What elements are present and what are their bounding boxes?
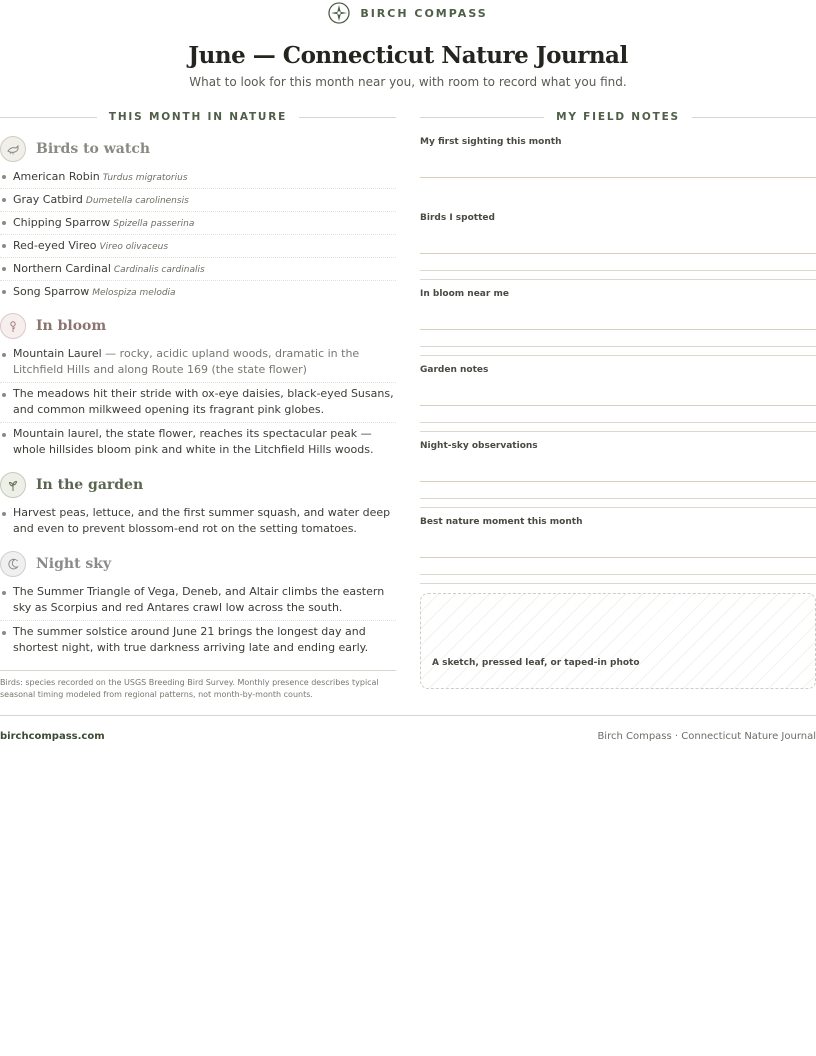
list-item bbox=[0, 212, 396, 235]
flower-icon bbox=[0, 313, 26, 339]
list-item: Harvest peas, lettuce, and the first summer squash, and water deep and even to prevent blossom-end rot on the setting tomatoes. bbox=[0, 502, 396, 541]
brand-name: BIRCH COMPASS bbox=[360, 6, 488, 20]
page-title: June — Connecticut Nature Journal bbox=[188, 42, 628, 69]
bird-common-name: Chipping Sparrow bbox=[13, 216, 111, 229]
in-bloom-field[interactable] bbox=[420, 289, 816, 353]
footer-site-link[interactable]: birchcompass.com bbox=[0, 731, 105, 742]
night-sky-field[interactable] bbox=[420, 441, 816, 505]
list-item: The meadows hit their stride with ox-eye daisies, black-eyed Susans, and common milkweed opening its fragrant pink globes. bbox=[0, 383, 396, 423]
field-label: Garden notes bbox=[420, 365, 489, 375]
field-notes-column bbox=[420, 108, 816, 689]
footer-divider bbox=[0, 715, 816, 716]
category-header bbox=[0, 551, 396, 577]
writing-lines[interactable] bbox=[420, 455, 816, 505]
category-title: In bloom bbox=[36, 318, 107, 334]
bird-common-name: Northern Cardinal bbox=[13, 262, 111, 275]
bloom-list bbox=[0, 343, 396, 462]
night-sky-section bbox=[0, 551, 396, 660]
best-moment-field[interactable] bbox=[420, 517, 816, 581]
category-header bbox=[0, 313, 396, 339]
divider bbox=[0, 117, 97, 118]
sketch-box[interactable] bbox=[420, 593, 816, 689]
garden-section bbox=[0, 472, 396, 541]
writing-lines[interactable] bbox=[420, 379, 816, 429]
sprout-icon bbox=[0, 472, 26, 498]
footnote: Birds: species recorded on the USGS Breeding Bird Survey. Monthly presence describes typical seasonal timing modeled from regional patterns, not month-by-month counts. bbox=[0, 670, 396, 701]
moon-icon bbox=[0, 551, 26, 577]
bird-common-name: Red-eyed Vireo bbox=[13, 239, 97, 252]
bird-common-name: American Robin bbox=[13, 170, 100, 183]
list-item bbox=[0, 281, 396, 303]
writing-lines[interactable] bbox=[420, 303, 816, 353]
category-title: Birds to watch bbox=[36, 141, 151, 157]
bird-scientific-name: Turdus migratorius bbox=[102, 173, 188, 183]
field-label: Night-sky observations bbox=[420, 441, 538, 451]
category-title: In the garden bbox=[36, 477, 144, 493]
list-item: Mountain laurel, the state flower, reaches its spectacular peak — whole hillsides bloom pink and white in the Litchfield Hills woods. bbox=[0, 423, 396, 462]
list-item bbox=[0, 166, 396, 189]
divider bbox=[299, 117, 396, 118]
divider bbox=[692, 117, 816, 118]
writing-lines[interactable] bbox=[420, 531, 816, 581]
section-label: MY FIELD NOTES bbox=[556, 111, 680, 123]
plant-name: Mountain Laurel bbox=[13, 347, 102, 360]
section-header-nature bbox=[0, 108, 396, 126]
list-item bbox=[0, 235, 396, 258]
bird-scientific-name: Cardinalis cardinalis bbox=[113, 265, 205, 275]
field-label: Birds I spotted bbox=[420, 213, 495, 223]
bird-scientific-name: Vireo olivaceus bbox=[99, 242, 169, 252]
first-sighting-field[interactable] bbox=[420, 137, 816, 201]
garden-list bbox=[0, 502, 396, 541]
field-label: Best nature moment this month bbox=[420, 517, 583, 527]
field-label: My first sighting this month bbox=[420, 137, 562, 147]
list-item bbox=[0, 343, 396, 383]
writing-lines[interactable] bbox=[420, 227, 816, 277]
birds-spotted-field[interactable] bbox=[420, 213, 816, 277]
bird-scientific-name: Melospiza melodia bbox=[92, 288, 176, 298]
list-item bbox=[0, 189, 396, 212]
footer-credit: Birch Compass · Connecticut Nature Journal bbox=[597, 731, 816, 742]
list-item bbox=[0, 258, 396, 281]
divider bbox=[420, 117, 544, 118]
category-header bbox=[0, 472, 396, 498]
birds-section bbox=[0, 136, 396, 303]
section-label: THIS MONTH IN NATURE bbox=[108, 111, 288, 123]
writing-lines[interactable] bbox=[420, 151, 816, 201]
bird-common-name: Song Sparrow bbox=[13, 285, 90, 298]
page-subtitle: What to look for this month near you, with room to record what you find. bbox=[189, 75, 627, 89]
bird-common-name: Gray Catbird bbox=[13, 193, 83, 206]
brand bbox=[0, 2, 816, 24]
bird-scientific-name: Dumetella carolinensis bbox=[85, 196, 189, 206]
list-item: The summer solstice around June 21 brings the longest day and shortest night, with true darkness arriving late and ending early. bbox=[0, 621, 396, 660]
bird-list bbox=[0, 166, 396, 303]
plant-description: — rocky, acidic upland woods, dramatic in the Litchfield Hills and along Route 169 (the state flower) bbox=[13, 347, 360, 376]
sketch-label: A sketch, pressed leaf, or taped-in photo bbox=[432, 658, 640, 668]
bloom-section bbox=[0, 313, 396, 462]
night-sky-list bbox=[0, 581, 396, 660]
list-item: The Summer Triangle of Vega, Deneb, and Altair climbs the eastern sky as Scorpius and red Antares crawl low across the south. bbox=[0, 581, 396, 621]
section-header-field-notes bbox=[420, 108, 816, 126]
field-label: In bloom near me bbox=[420, 289, 509, 299]
category-header bbox=[0, 136, 396, 162]
garden-notes-field[interactable] bbox=[420, 365, 816, 429]
compass-icon bbox=[328, 2, 350, 24]
bird-icon bbox=[0, 136, 26, 162]
bird-scientific-name: Spizella passerina bbox=[113, 219, 195, 229]
category-title: Night sky bbox=[36, 556, 112, 572]
nature-column bbox=[0, 108, 396, 701]
